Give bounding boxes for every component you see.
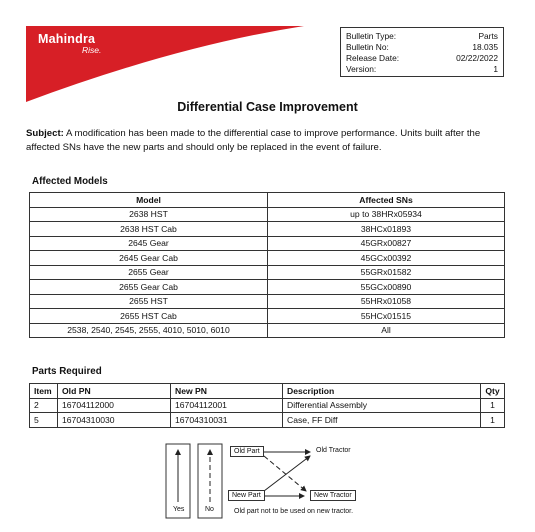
- table-cell: 2: [30, 398, 58, 413]
- table-cell: 5: [30, 413, 58, 428]
- old-part-box: Old Part: [230, 446, 264, 457]
- bulletin-info-box: [340, 27, 504, 77]
- release-date-row: Release Date: 02/22/2022: [346, 53, 498, 63]
- table-row: [30, 222, 505, 237]
- parts-required-heading: Parts Required: [32, 366, 102, 377]
- brand-tagline: Rise.: [82, 45, 102, 55]
- table-cell: 2538, 2540, 2545, 2555, 4010, 5010, 6010: [30, 323, 268, 338]
- affected-models-table: [29, 192, 505, 338]
- table-header-row: [30, 384, 505, 399]
- table-row: [30, 251, 505, 266]
- yes-label: Yes: [173, 506, 185, 513]
- version-row: Version: 1: [346, 64, 498, 74]
- table-cell: 45GRx00827: [268, 236, 505, 251]
- table-cell: Case, FF Diff: [283, 413, 481, 428]
- diagram-note: Old part not to be used on new tractor.: [234, 508, 354, 515]
- column-header: Qty: [481, 384, 505, 399]
- table-row: [30, 323, 505, 338]
- table-row: [30, 236, 505, 251]
- table-cell: 2655 Gear Cab: [30, 280, 268, 295]
- table-row: [30, 398, 505, 413]
- table-cell: 16704112001: [171, 398, 283, 413]
- column-header: Affected SNs: [268, 193, 505, 208]
- table-cell: 2655 HST Cab: [30, 309, 268, 324]
- subject-text: A modification has been made to the differential case to improve performance. Units built after the affected SNs have the new parts and should only be replaced in the event of failure.: [26, 128, 481, 153]
- table-cell: 2638 HST Cab: [30, 222, 268, 237]
- table-row: [30, 413, 505, 428]
- column-header: Description: [283, 384, 481, 399]
- table-row: [30, 265, 505, 280]
- table-cell: 16704310031: [171, 413, 283, 428]
- mahindra-logo: [26, 26, 304, 102]
- bulletin-type-row: Bulletin Type: Parts: [346, 31, 498, 41]
- subject-paragraph: [26, 127, 512, 154]
- column-header: New PN: [171, 384, 283, 399]
- table-row: [30, 294, 505, 309]
- new-part-box: New Part: [228, 490, 265, 501]
- table-cell: 55GRx01582: [268, 265, 505, 280]
- table-cell: 55HRx01058: [268, 294, 505, 309]
- table-cell: 2645 Gear: [30, 236, 268, 251]
- table-cell: 2638 HST: [30, 207, 268, 222]
- table-header-row: [30, 193, 505, 208]
- table-row: [30, 207, 505, 222]
- document-title: Differential Case Improvement: [177, 100, 358, 114]
- bulletin-number-row: Bulletin No: 18.035: [346, 42, 498, 52]
- no-label: No: [205, 506, 214, 513]
- table-cell: up to 38HRx05934: [268, 207, 505, 222]
- table-cell: 2655 HST: [30, 294, 268, 309]
- table-cell: 2655 Gear: [30, 265, 268, 280]
- table-cell: 16704310030: [58, 413, 171, 428]
- column-header: Old PN: [58, 384, 171, 399]
- table-row: [30, 309, 505, 324]
- column-header: Item: [30, 384, 58, 399]
- brand-name: Mahindra: [38, 32, 96, 46]
- table-cell: Differential Assembly: [283, 398, 481, 413]
- affected-models-heading: Affected Models: [32, 176, 108, 187]
- subject-label: Subject:: [26, 128, 64, 139]
- compatibility-diagram: [164, 442, 374, 520]
- table-cell: 2645 Gear Cab: [30, 251, 268, 266]
- new-tractor-box: New Tractor: [310, 490, 356, 501]
- table-cell: 55HCx01515: [268, 309, 505, 324]
- table-cell: 1: [481, 398, 505, 413]
- table-cell: 16704112000: [58, 398, 171, 413]
- table-row: [30, 280, 505, 295]
- table-cell: 55GCx00890: [268, 280, 505, 295]
- table-cell: All: [268, 323, 505, 338]
- table-cell: 1: [481, 413, 505, 428]
- parts-required-table: [29, 383, 505, 428]
- column-header: Model: [30, 193, 268, 208]
- table-cell: 38HCx01893: [268, 222, 505, 237]
- old-tractor-label: Old Tractor: [316, 447, 351, 454]
- table-cell: 45GCx00392: [268, 251, 505, 266]
